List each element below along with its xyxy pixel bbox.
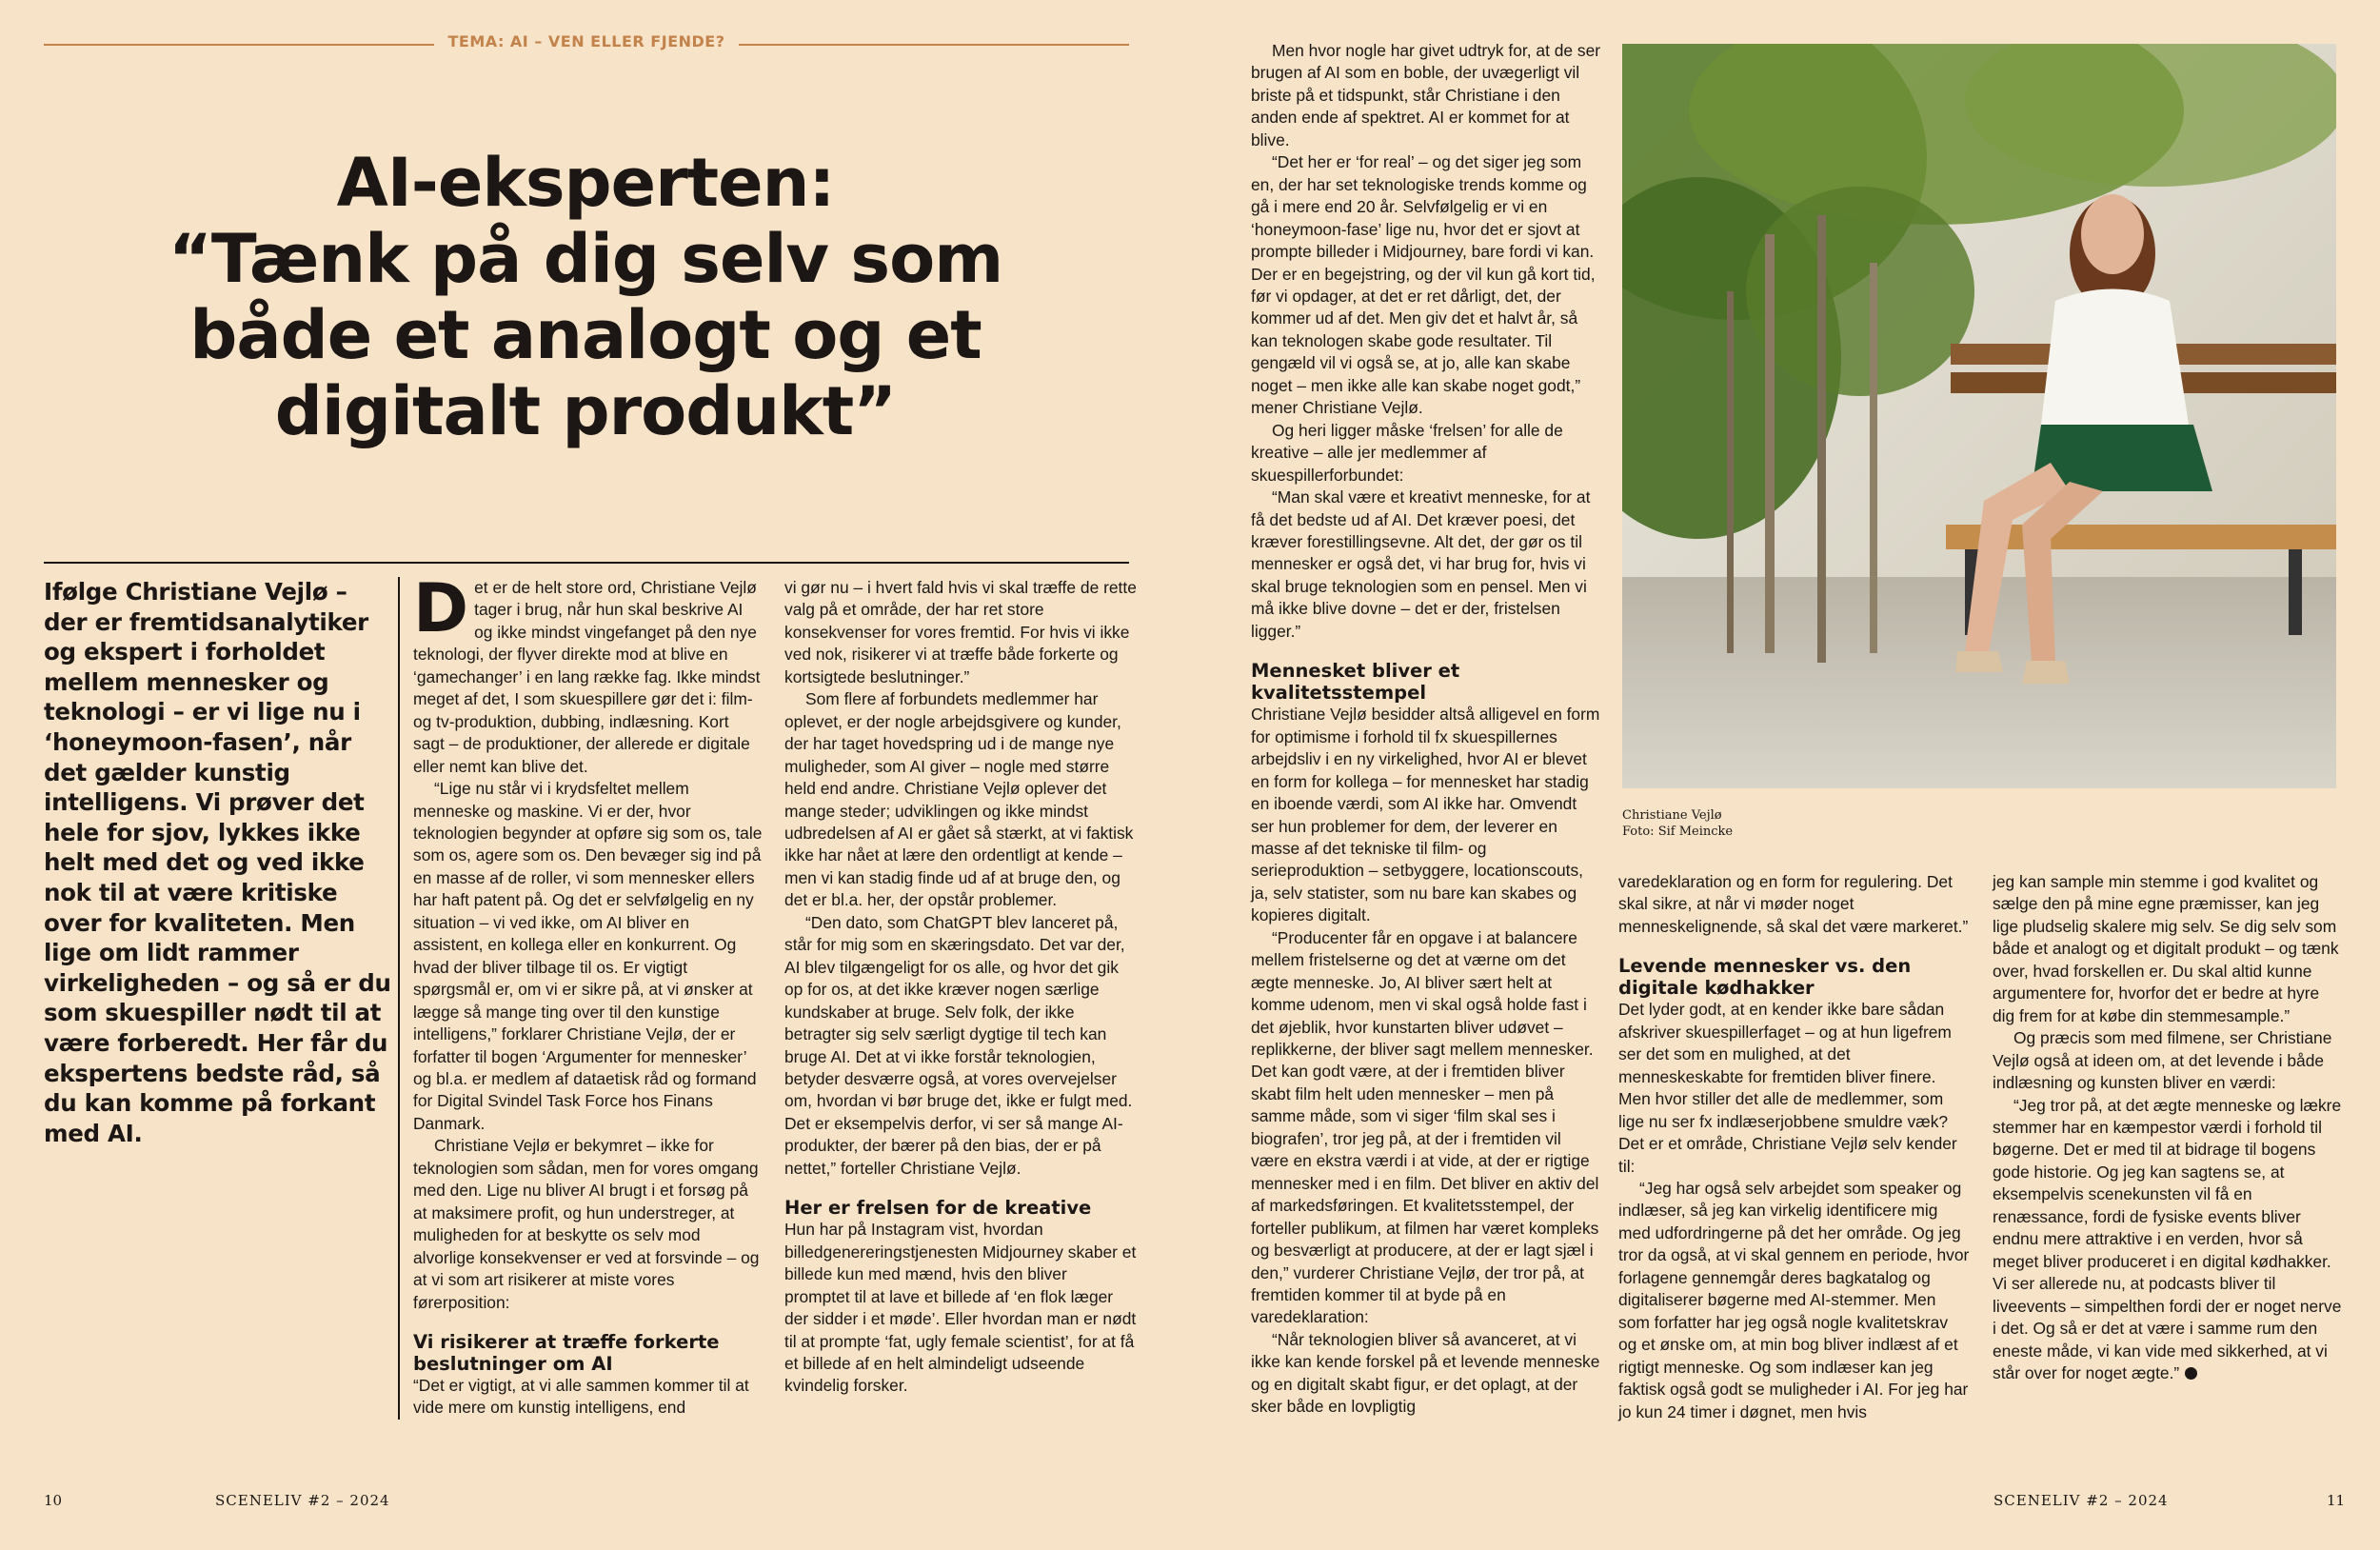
- headline-divider: [44, 562, 1129, 564]
- topic-rule-right: [739, 44, 1129, 46]
- paragraph: “Det her er ‘for real’ – og det siger jeg som en, der har set teknologiske trends komme og gå i mere end 20 år. Selvfølgelig er vi en ‘honeymoon-fase’ lige nu, hvor det er sjovt at prompte billeder i Midjourney, bare fordi vi kan. Der er en begejstring, og der vil kun gå kort tid, før vi opdager, at det er ret dårligt, det, der kommer ud af det. Men giv det et halvt år, så kan teknologen skabe gode resultater. Til gengæld vil vi også se, at jo, alle kan skabe noget – men ikke alle kan skabe noget godt,” mener Christiane Vejlø.: [1251, 152, 1596, 418]
- body-column-1: [398, 569, 764, 1420]
- paragraph: Hun har på Instagram vist, hvordan billedgenereringstjenesten Midjourney skaber et billede kun med mænd, hvis den bliver promptet til at lave et billede af ‘en flok læger der sidder i et møde’. Eller hvordan man er nødt til at prompte ‘fat, ugly female scientist’, for at få et billede af en helt almindeligt udseende kvindelig forsker.: [784, 1220, 1137, 1396]
- paragraph: Christiane Vejlø er bekymret – ikke for teknologien som sådan, men for vores omgang med den. Lige nu bliver AI brugt i et forsøg på at maksimere profit, og hun understreger, at muligheden for at beskytte os selv mod alvorlige konsekvenser er ved at forsvinde – og at vi som art risikerer at miste vores førerposition:: [413, 1136, 760, 1312]
- topic-rule-left: [44, 44, 434, 46]
- topic-header: [44, 32, 1129, 57]
- article-headline: [57, 145, 1114, 449]
- headline-line: både et analogt og et: [189, 296, 982, 374]
- headline-line: digitalt produkt”: [274, 372, 897, 450]
- subheading: Vi risikerer at træffe forkerte beslutninger om AI: [413, 1330, 720, 1375]
- paragraph: “Den dato, som ChatGPT blev lanceret på, står for mig som en skæringsdato. Det var der, AI blev tilgængeligt for os alle, og hvor det gik op for os, at det ikke kræver nogen særlige kundskaber at bruge. Selv folk, der ikke betragter sig selv særligt dygtige til tech kan bruge AI. Det at vi ikke forstår teknologien, betyder desværre også, at vores overvejelser om, hvordan vi bør bruge det, ikke er fulgt med. Det er eksempelvis derfor, vi ser så mange AI-produkter, der bærer på den bias, der er på nettet,” forteller Christiane Vejlø.: [784, 912, 1133, 1178]
- subheading: Her er frelsen for de kreative: [784, 1197, 1092, 1220]
- caption-name: Christiane Vejlø: [1622, 808, 1722, 823]
- photo-caption: [1622, 807, 1733, 840]
- end-mark-icon: [2185, 1367, 2197, 1380]
- paragraph: [1993, 1095, 2345, 1385]
- subheading: Levende mennesker vs. den digitale kødhakker: [1618, 955, 1912, 1000]
- paragraph: jeg kan sample min stemme i god kvalitet og sælge den på mine egne præmisser, kan jeg lige pludselig skalere mig selv. Se dig selv som både et analogt og et digitalt produkt – og tænk over, hvad forskellen er. Du skal altid kunne argumentere for, hvorfor det er bedre at hyre dig frem for at købe din stemmesample.”: [1993, 872, 2339, 1025]
- portrait-photo: [1622, 44, 2336, 788]
- body-column-2: [784, 577, 1137, 1398]
- paragraph: “Når teknologien bliver så avanceret, at vi ikke kan kende forskel på et levende menneske og en digitalt skabt figur, er det oplagt, at der sker både en lovpligtig: [1251, 1329, 1600, 1417]
- paragraph: “Det er vigtigt, at vi alle sammen kommer til at vide mere om kunstig intelligens, end: [413, 1375, 749, 1418]
- body-column-5: [1993, 871, 2345, 1384]
- subheading: Mennesket bliver et kvalitetsstempel: [1251, 660, 1460, 705]
- headline-line: “Tænk på dig selv som: [168, 220, 1003, 298]
- paragraph: Men hvor nogle har givet udtryk for, at de ser brugen af AI som en boble, der uvægerligt vil briste på et tidspunkt, står Christiane i den anden ende af spektret. AI er kommet for at blive.: [1251, 41, 1601, 149]
- paragraph: [413, 569, 764, 778]
- paragraph: Det lyder godt, at en kender ikke bare sådan afskriver skuespillerfaget – og at hun ligefrem ser det som en mulighed, at det menneskeskabte for fremtiden bliver finere. Men hvor stiller det alle de medlemmer, som lige nu ser fx indlæserjobbene smuldre væk? Det er et område, Christiane Vejlø selv kender til:: [1618, 1000, 1957, 1176]
- paragraph: vi gør nu – i hvert fald hvis vi skal træffe de rette valg på et område, der har ret store konsekvenser for vores fremtid. For hvis vi ikke ved nok, risikerer vi at træffe både forkerte og kortsigtede beslutninger.”: [784, 578, 1137, 686]
- topic-label: TEMA: AI – VEN ELLER FJENDE?: [447, 32, 725, 50]
- drop-cap: D: [413, 569, 469, 647]
- magazine-issue: SCENELIV #2 – 2024: [215, 1492, 390, 1509]
- paragraph: “Jeg har også selv arbejdet som speaker og indlæser, så jeg kan virkelig identificere mig med udfordringerne på det her område. Og jeg tror da også, at vi skal gennem en periode, hvor forlagene gennemgår deres bagkatalog og digitaliserer bøgerne med AI-stemmer. Men som forfatter har jeg også nogle kvalitetskrav og et ønske om, at min bog bliver indlæst af et rigtigt menneske. Og som indlæser kan jeg faktisk også godt se muligheder i AI. For jeg har jo kun 24 timer i døgnet, men hvis: [1618, 1178, 1970, 1421]
- caption-credit: Foto: Sif Meincke: [1622, 825, 1734, 839]
- paragraph-text: et er de helt store ord, Christiane Vejlø tager i brug, når hun skal beskrive AI og ikke mindst vingefanget på den nye teknologi, der flyver direkte mod at blive en ‘gamechanger’ i en lang række fag. Ikke mindst meget af det, I som skuespillere gør det i: film- og tv-produktion, dubbing, indlæsning. Kort sagt – de produktioner, der allerede er digitale eller nemt kan blive det.: [413, 578, 761, 776]
- paragraph: Og heri ligger måske ‘frelsen’ for alle de kreative – alle jer medlemmer af skuespillerforbundet:: [1251, 420, 1563, 485]
- paragraph: varedeklaration og en form for regulering. Det skal sikre, at når vi møder noget menneskelignende, så skal det være markeret.”: [1618, 872, 1969, 936]
- paragraph: “Lige nu står vi i krydsfeltet mellem menneske og maskine. Vi er der, hvor teknologien begynder at opføre sig som os, tale som os, agere som os. Den bevæger sig ind på en masse af de roller, vi som mennesker ellers har haft patent på. Og det er selvfølgelig en ny situation – vi ved ikke, om AI bliver en assistent, en kollega eller en konkurrent. Og hvad der bliver tilbage til os. Er vigtigt spørgsmål er, om vi er sikre på, at vi ønsker at lægge så mange ting over til den kunstige intelligens,” forklarer Christiane Vejlø, der er forfatter til bogen ‘Argumenter for mennesker’ og bl.a. er medlem af dataetisk råd og formand for Digital Svindel Task Force hos Finans Danmark.: [413, 779, 763, 1133]
- magazine-issue: SCENELIV #2 – 2024: [1993, 1492, 2169, 1509]
- portrait-illustration: [1622, 44, 2336, 788]
- right-page: [1190, 0, 2380, 1550]
- page-number: 11: [2327, 1492, 2346, 1509]
- body-column-4: [1618, 871, 1971, 1423]
- paragraph: “Man skal være et kreativt menneske, for at få det bedste ud af AI. Det kræver poesi, det kræver forestillingsevne. Alt det, der gør os til mennesker er også det, vi har brug for, hvis vi skal bruge teknologien som en pensel. Men vi må ikke blive dovne – det er der, fristelsen ligger.”: [1251, 487, 1591, 641]
- paragraph: Og præcis som med filmene, ser Christiane Vejlø også at ideen om, at det levende i både indlæsning og kunsten bliver en værdi:: [1993, 1028, 2332, 1093]
- paragraph-text: “Jeg tror på, at det ægte menneske og lækre stemmer har en kæmpestor værdi i forhold til bøgerne. Det er med til at bidrage til bogens gode historie. Og jeg kan sagtens se, at eksempelvis scenekunsten vil få en renæssance, fordi de fysiske events bliver endnu mere attraktive i en verden, hvor så meget bliver produceret i en digital kødhakker. Vi ser allerede nu, at podcasts bliver til liveevents – simpelthen fordi der er noget nerve i det. Og så er det at være i samme rum den eneste måde, vi kan vide med sikkerhed, at vi står over for noget ægte.”: [1993, 1095, 2342, 1382]
- paragraph: Som flere af forbundets medlemmer har oplevet, er der nogle arbejdsgivere og kunder, der har taget hovedspring ud i de mange nye muligheder, som AI giver – nogle med større held end andre. Christiane Vejlø oplever det mange steder; udviklingen og ikke mindst udbredelsen af AI er gået så stærkt, at vi faktisk ikke har nået at lære den ordentligt at kende – men vi kan stadig finde ud af at bruge den, og det er bl.a. her, der opstår problemer.: [784, 689, 1134, 910]
- headline-line: AI-eksperten:: [336, 144, 835, 222]
- paragraph: Christiane Vejlø besidder altså alligevel en form for optimisme i forhold til fx skuespillernes arbejdsliv i en ny virkelighed, hvor AI er blevet en form for kollega – for mennesket har stadig en iboende værdi, som AI ikke har. Omvendt ser hun problemer for dem, der leverer en masse af det tekniske til film- og serieproduktion – setbyggere, locationscouts, ja, selv statister, som nu bare kan skabes og kopieres digitalt.: [1251, 705, 1600, 925]
- body-column-3: [1251, 40, 1603, 1419]
- paragraph: “Producenter får en opgave i at balancere mellem fristelserne og det at værne om det ægte menneske. Jo, AI bliver sært helt at komme udenom, men vi skal også holde fast i det øjeblik, hvor kunstarten bliver udøvet – replikkerne, der bliver sagt mellem mennesker. Det kan godt være, at der i fremtiden bliver skabt film helt uden mennesker – men på samme måde, som vi siger ‘film skal ses i biografen’, tror jeg på, at der i fremtiden vil være en ekstra værdi i at vide, at der er rigtige mennesker med i en film. Det bliver en aktiv del af markedsføringen. Et kvalitetsstempel, der forteller publikum, at filmen har været kompleks og besværligt at producere, at der er lagt sjæl i den,” vurderer Christiane Vejlø, der tror på, at fremtiden kommer til at byde på en varedeklaration:: [1251, 927, 1599, 1327]
- intro-lead: Ifølge Christiane Vejlø – der er fremtidsanalytiker og ekspert i forholdet mellem mennesker og teknologi – er vi lige nu i ‘honeymoon-fasen’, når det gælder kunstig intelligens. Vi prøver det hele for sjov, lykkes ikke helt med det og ved ikke nok til at være kritiske over for kvaliteten. Men lige om lidt rammer virkeligheden – og så er du som skuespiller nødt til at være forberedt. Her får du ekspertens bedste råd, så du kan komme på forkant med AI.: [44, 578, 391, 1147]
- page-number: 10: [44, 1492, 63, 1509]
